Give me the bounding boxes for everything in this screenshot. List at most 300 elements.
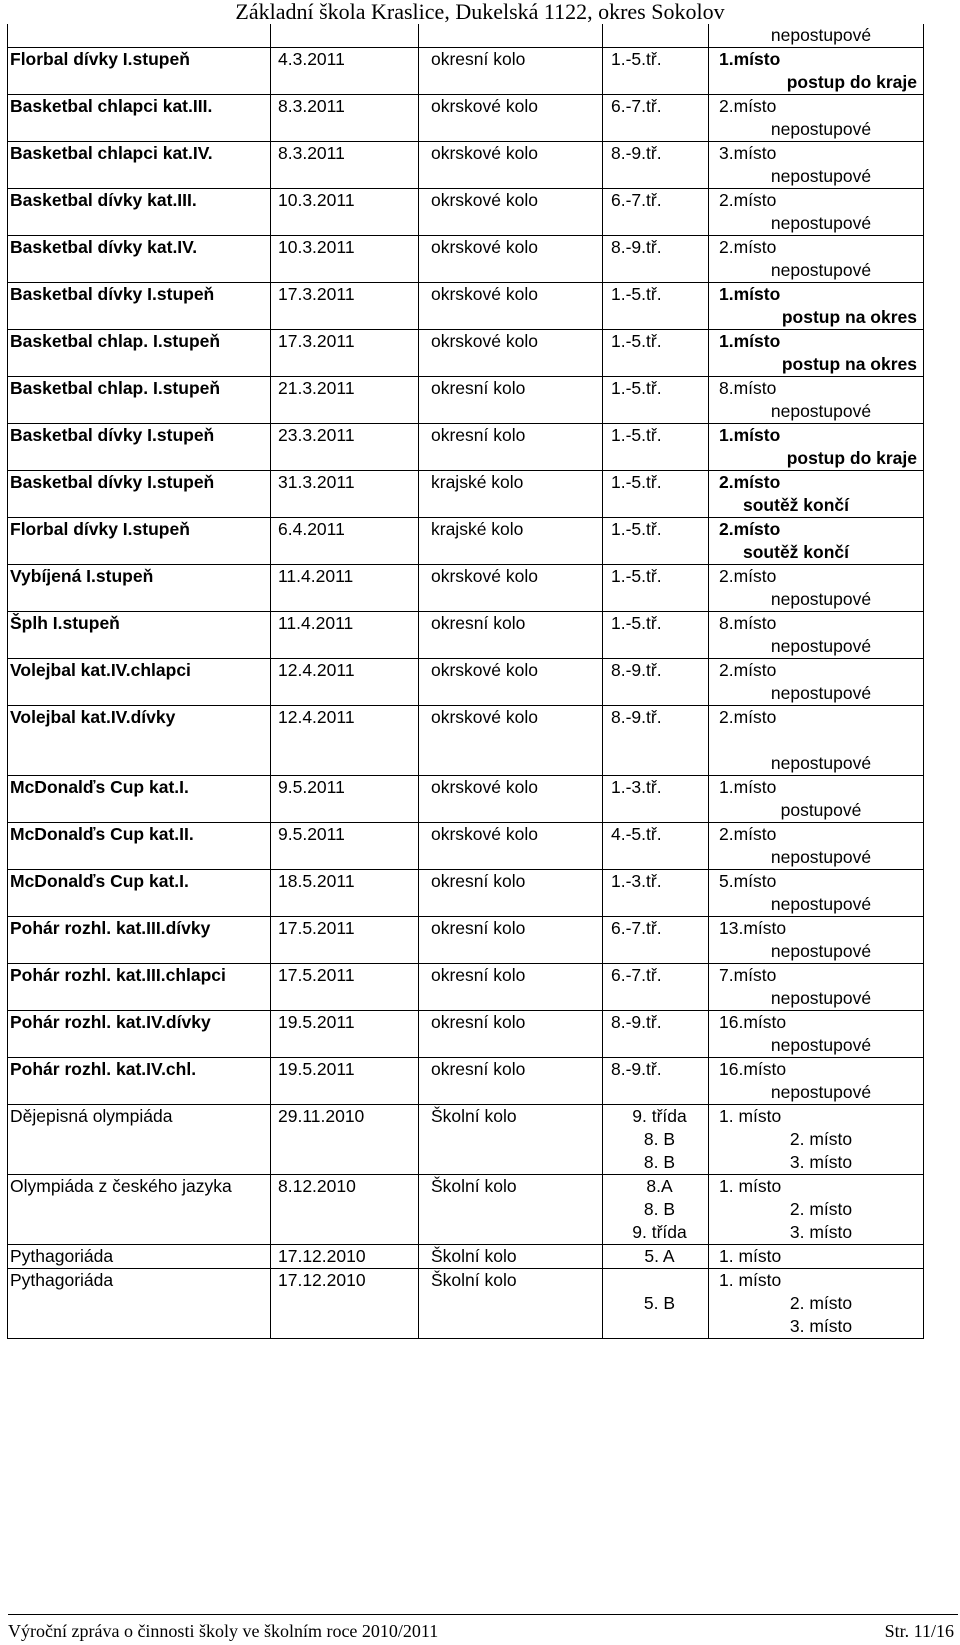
date-cell	[271, 823, 419, 870]
cell-line: 9.5.2011	[278, 824, 345, 844]
cell-line	[271, 1198, 418, 1221]
cell-line	[271, 1034, 418, 1057]
result-cell	[709, 706, 924, 776]
cell-line	[271, 259, 418, 282]
cell-line	[603, 588, 708, 611]
result-cell	[709, 1245, 924, 1269]
cell-line	[603, 799, 708, 822]
date-cell	[271, 659, 419, 706]
result-cell	[709, 330, 924, 377]
cell-line: 17.5.2011	[278, 918, 355, 938]
cell-line: okresní kolo	[431, 1059, 526, 1079]
cell-line: 6.-7.tř.	[611, 965, 662, 985]
cell-line: 8. B	[643, 1152, 676, 1172]
cell-line	[8, 24, 270, 47]
level-cell	[419, 1245, 603, 1269]
cell-line: Pohár rozhl. kat.IV.dívky	[10, 1012, 211, 1032]
cell-line: 2. místo	[789, 1293, 853, 1313]
cell-line: 1.-5.tř.	[611, 284, 662, 304]
level-cell	[419, 823, 603, 870]
cell-line	[419, 588, 602, 611]
level-cell	[419, 424, 603, 471]
date-cell	[271, 870, 419, 917]
cell-line	[271, 71, 418, 94]
cell-line: 13.místo	[719, 918, 787, 938]
cell-line: nepostupové	[770, 213, 872, 233]
cell-line: 1.místo	[719, 777, 777, 797]
result-cell	[709, 612, 924, 659]
cell-line	[8, 1128, 270, 1151]
cell-line: postup do kraje	[786, 448, 917, 468]
cell-line: 7.místo	[719, 965, 777, 985]
cell-line: nepostupové	[770, 683, 872, 703]
result-cell	[709, 659, 924, 706]
event-cell	[8, 1011, 271, 1058]
cell-line: 1.-5.tř.	[611, 331, 662, 351]
cell-line: Basketbal dívky I.stupeň	[10, 472, 215, 492]
date-cell	[271, 706, 419, 776]
grade-cell	[603, 1058, 709, 1105]
cell-line: 8.-9.tř.	[611, 1059, 662, 1079]
cell-line: 2.místo	[719, 190, 777, 210]
cell-line: 2.místo	[719, 660, 777, 680]
result-cell	[709, 424, 924, 471]
cell-line	[8, 494, 270, 517]
date-cell	[271, 424, 419, 471]
cell-line: okrskové kolo	[431, 660, 538, 680]
cell-line: nepostupové	[770, 589, 872, 609]
cell-line: 19.5.2011	[278, 1059, 355, 1079]
cell-line	[271, 893, 418, 916]
cell-line: postupové	[780, 800, 862, 820]
date-cell	[271, 377, 419, 424]
result-cell	[709, 95, 924, 142]
grade-cell	[603, 24, 709, 48]
cell-line	[271, 118, 418, 141]
cell-line	[271, 987, 418, 1010]
cell-line: 8. B	[643, 1129, 676, 1149]
page-header: Základní škola Kraslice, Dukelská 1122, okres Sokolov	[235, 0, 725, 24]
cell-line: okresní kolo	[431, 1012, 526, 1032]
cell-line	[419, 635, 602, 658]
level-cell	[419, 283, 603, 330]
result-cell	[709, 776, 924, 823]
grade-cell	[603, 1105, 709, 1175]
cell-line: 1.-5.tř.	[611, 49, 662, 69]
cell-line: 9. třída	[632, 1106, 687, 1126]
cell-line: okresní kolo	[431, 425, 526, 445]
event-cell	[8, 1105, 271, 1175]
cell-line: 3.místo	[719, 143, 777, 163]
cell-line: Dějepisná olympiáda	[10, 1106, 173, 1126]
cell-line: okresní kolo	[431, 378, 526, 398]
cell-line	[8, 165, 270, 188]
grade-cell	[603, 189, 709, 236]
cell-line	[709, 729, 923, 752]
cell-line: Olympiáda z českého jazyka	[10, 1176, 232, 1196]
result-cell	[709, 471, 924, 518]
cell-line	[8, 447, 270, 470]
cell-line	[271, 494, 418, 517]
table-row	[8, 48, 924, 95]
event-cell	[8, 870, 271, 917]
result-cell	[709, 1269, 924, 1339]
cell-line	[271, 1151, 418, 1174]
cell-line	[419, 71, 602, 94]
cell-line	[603, 400, 708, 423]
cell-line: okresní kolo	[431, 613, 526, 633]
date-cell	[271, 1245, 419, 1269]
level-cell	[419, 870, 603, 917]
grade-cell	[603, 1011, 709, 1058]
cell-line: okrskové kolo	[431, 331, 538, 351]
cell-line: 11.4.2011	[278, 566, 354, 586]
cell-line: nepostupové	[770, 25, 872, 45]
cell-line: 23.3.2011	[278, 425, 355, 445]
cell-line	[603, 71, 708, 94]
cell-line	[419, 940, 602, 963]
grade-cell	[603, 823, 709, 870]
level-cell	[419, 189, 603, 236]
level-cell	[419, 377, 603, 424]
result-cell	[709, 964, 924, 1011]
cell-line: 1. místo	[719, 1176, 782, 1196]
cell-line	[8, 1198, 270, 1221]
cell-line: 1.místo	[719, 331, 781, 351]
level-cell	[419, 1105, 603, 1175]
cell-line	[603, 494, 708, 517]
cell-line	[271, 1315, 418, 1338]
cell-line: Školní kolo	[431, 1270, 517, 1290]
cell-line: 18.5.2011	[278, 871, 355, 891]
cell-line	[8, 1292, 270, 1315]
cell-line: nepostupové	[770, 636, 872, 656]
level-cell	[419, 565, 603, 612]
cell-line: Školní kolo	[431, 1106, 517, 1126]
cell-line	[603, 541, 708, 564]
cell-line: 2.místo	[719, 566, 777, 586]
cell-line: 1. místo	[719, 1270, 782, 1290]
cell-line: 8. B	[643, 1199, 676, 1219]
cell-line: McDonalďs Cup kat.II.	[10, 824, 194, 844]
cell-line	[271, 752, 418, 775]
cell-line	[603, 893, 708, 916]
cell-line: 1.-5.tř.	[611, 566, 662, 586]
grade-cell	[603, 236, 709, 283]
cell-line: Pohár rozhl. kat.IV.chl.	[10, 1059, 197, 1079]
date-cell	[271, 471, 419, 518]
cell-line: 3. místo	[789, 1316, 853, 1336]
cell-line	[419, 306, 602, 329]
cell-line	[419, 1128, 602, 1151]
cell-line: 12.4.2011	[278, 660, 355, 680]
level-cell	[419, 1058, 603, 1105]
level-cell	[419, 964, 603, 1011]
grade-cell	[603, 142, 709, 189]
cell-line	[419, 846, 602, 869]
grade-cell	[603, 776, 709, 823]
cell-line: 16.místo	[719, 1012, 787, 1032]
cell-line: 2.místo	[719, 707, 777, 727]
level-cell	[419, 1269, 603, 1339]
cell-line	[419, 1292, 602, 1315]
cell-line	[8, 400, 270, 423]
level-cell	[419, 612, 603, 659]
cell-line: nepostupové	[770, 847, 872, 867]
date-cell	[271, 1011, 419, 1058]
cell-line	[603, 846, 708, 869]
cell-line: Basketbal dívky I.stupeň	[10, 284, 215, 304]
cell-line	[8, 799, 270, 822]
event-cell	[8, 95, 271, 142]
cell-line: postup na okres	[781, 354, 917, 374]
grade-cell	[603, 1245, 709, 1269]
cell-line: okrskové kolo	[431, 824, 538, 844]
cell-line	[419, 1198, 602, 1221]
cell-line	[271, 799, 418, 822]
cell-line: krajské kolo	[431, 472, 524, 492]
cell-line: 6.4.2011	[278, 519, 345, 539]
cell-line: 8.-9.tř.	[611, 143, 662, 163]
cell-line: nepostupové	[770, 166, 872, 186]
cell-line: okrskové kolo	[431, 143, 538, 163]
cell-line: 2.místo	[719, 96, 777, 116]
result-cell	[709, 236, 924, 283]
level-cell	[419, 659, 603, 706]
cell-line	[419, 1081, 602, 1104]
cell-line: Basketbal chlapci kat.III.	[10, 96, 213, 116]
cell-line	[8, 846, 270, 869]
cell-line: soutěž končí	[743, 542, 849, 562]
grade-cell	[603, 48, 709, 95]
date-cell	[271, 95, 419, 142]
cell-line: okresní kolo	[431, 918, 526, 938]
grade-cell	[603, 964, 709, 1011]
cell-line	[603, 259, 708, 282]
cell-line: 6.-7.tř.	[611, 96, 662, 116]
table-row	[8, 236, 924, 283]
cell-line	[603, 987, 708, 1010]
cell-line	[271, 541, 418, 564]
cell-line	[419, 729, 602, 752]
cell-line: nepostupové	[770, 988, 872, 1008]
cell-line: 16.místo	[719, 1059, 787, 1079]
grade-cell	[603, 659, 709, 706]
cell-line	[271, 212, 418, 235]
cell-line: 19.5.2011	[278, 1012, 355, 1032]
cell-line	[8, 893, 270, 916]
result-cell	[709, 24, 924, 48]
cell-line: okrskové kolo	[431, 190, 538, 210]
cell-line: 8.-9.tř.	[611, 1012, 662, 1032]
cell-line: 2. místo	[789, 1129, 853, 1149]
cell-line	[419, 799, 602, 822]
date-cell	[271, 48, 419, 95]
cell-line	[419, 24, 602, 47]
cell-line	[271, 635, 418, 658]
event-cell	[8, 776, 271, 823]
cell-line: 1.-3.tř.	[611, 871, 662, 891]
cell-line: 10.3.2011	[278, 190, 355, 210]
cell-line: 8.3.2011	[278, 143, 345, 163]
cell-line: Florbal dívky I.stupeň	[10, 49, 190, 69]
cell-line: 1.místo	[719, 49, 781, 69]
level-cell	[419, 95, 603, 142]
cell-line: 3. místo	[789, 1222, 853, 1242]
cell-line: 8.-9.tř.	[611, 237, 662, 257]
level-cell	[419, 24, 603, 48]
cell-line: 17.3.2011	[278, 331, 355, 351]
event-cell	[8, 1269, 271, 1339]
cell-line	[419, 494, 602, 517]
cell-line: 1.-5.tř.	[611, 472, 662, 492]
cell-line: 29.11.2010	[278, 1106, 365, 1126]
cell-line: 3. místo	[789, 1152, 853, 1172]
cell-line: nepostupové	[770, 941, 872, 961]
date-cell	[271, 142, 419, 189]
cell-line: 11.4.2011	[278, 613, 354, 633]
cell-line	[603, 752, 708, 775]
cell-line: 4.3.2011	[278, 49, 345, 69]
table-row	[8, 283, 924, 330]
table-row	[8, 1269, 924, 1339]
level-cell	[419, 142, 603, 189]
cell-line: 17.12.2010	[278, 1246, 366, 1266]
date-cell	[271, 612, 419, 659]
cell-line: Basketbal chlap. I.stupeň	[10, 378, 221, 398]
cell-line: 1. místo	[719, 1246, 782, 1266]
table-row	[8, 870, 924, 917]
cell-line	[603, 682, 708, 705]
cell-line: 8.-9.tř.	[611, 660, 662, 680]
cell-line: 1. místo	[719, 1106, 782, 1126]
date-cell	[271, 189, 419, 236]
cell-line: 8.A	[646, 1176, 673, 1196]
cell-line	[603, 1081, 708, 1104]
level-cell	[419, 1175, 603, 1245]
cell-line	[271, 729, 418, 752]
cell-line	[8, 729, 270, 752]
cell-line: 8.místo	[719, 613, 777, 633]
cell-line: postup do kraje	[786, 72, 917, 92]
grade-cell	[603, 377, 709, 424]
cell-line: 2.místo	[719, 472, 781, 492]
result-cell	[709, 565, 924, 612]
grade-cell	[603, 283, 709, 330]
cell-line	[271, 353, 418, 376]
event-cell	[8, 823, 271, 870]
table-row	[8, 1105, 924, 1175]
cell-line	[419, 541, 602, 564]
cell-line: Školní kolo	[431, 1246, 517, 1266]
cell-line	[419, 353, 602, 376]
cell-line: Pohár rozhl. kat.III.dívky	[10, 918, 211, 938]
event-cell	[8, 917, 271, 964]
cell-line: 1.-5.tř.	[611, 425, 662, 445]
date-cell	[271, 964, 419, 1011]
event-cell	[8, 424, 271, 471]
cell-line: 10.3.2011	[278, 237, 355, 257]
cell-line	[419, 1151, 602, 1174]
date-cell	[271, 1105, 419, 1175]
date-cell	[271, 565, 419, 612]
grade-cell	[603, 471, 709, 518]
cell-line: Basketbal dívky kat.IV.	[10, 237, 198, 257]
cell-line	[419, 987, 602, 1010]
cell-line: okrskové kolo	[431, 237, 538, 257]
cell-line	[603, 447, 708, 470]
table-row	[8, 823, 924, 870]
cell-line	[603, 635, 708, 658]
cell-line: okrskové kolo	[431, 566, 538, 586]
cell-line: 5.místo	[719, 871, 777, 891]
result-cell	[709, 518, 924, 565]
cell-line	[271, 1292, 418, 1315]
cell-line: okresní kolo	[431, 49, 526, 69]
cell-line: 31.3.2011	[278, 472, 355, 492]
cell-line	[271, 1128, 418, 1151]
cell-line: McDonalďs Cup kat.I.	[10, 871, 189, 891]
grade-cell	[603, 565, 709, 612]
result-cell	[709, 142, 924, 189]
cell-line	[271, 588, 418, 611]
cell-line	[419, 893, 602, 916]
cell-line: 21.3.2011	[278, 378, 355, 398]
cell-line: 2.místo	[719, 519, 781, 539]
cell-line	[271, 1081, 418, 1104]
level-cell	[419, 236, 603, 283]
cell-line	[603, 1315, 708, 1338]
table-row	[8, 565, 924, 612]
cell-line	[603, 353, 708, 376]
cell-line	[271, 846, 418, 869]
cell-line: soutěž končí	[743, 495, 849, 515]
table-row	[8, 424, 924, 471]
cell-line: krajské kolo	[431, 519, 524, 539]
cell-line: 8.místo	[719, 378, 777, 398]
footer-report-title: Výroční zpráva o činnosti školy ve školním roce 2010/2011	[8, 1621, 439, 1641]
table-row	[8, 377, 924, 424]
cell-line	[419, 1315, 602, 1338]
table-row	[8, 189, 924, 236]
event-cell	[8, 1175, 271, 1245]
result-cell	[709, 1175, 924, 1245]
result-cell	[709, 1105, 924, 1175]
event-cell	[8, 565, 271, 612]
grade-cell	[603, 330, 709, 377]
date-cell	[271, 776, 419, 823]
result-cell	[709, 870, 924, 917]
cell-line	[271, 682, 418, 705]
cell-line	[603, 940, 708, 963]
date-cell	[271, 236, 419, 283]
cell-line	[603, 306, 708, 329]
cell-line	[8, 118, 270, 141]
cell-line	[8, 212, 270, 235]
table-row	[8, 1011, 924, 1058]
cell-line	[8, 1151, 270, 1174]
event-cell	[8, 706, 271, 776]
cell-line: 6.-7.tř.	[611, 190, 662, 210]
cell-line	[419, 752, 602, 775]
cell-line: Pythagoriáda	[10, 1246, 114, 1266]
cell-line	[8, 259, 270, 282]
table-row	[8, 659, 924, 706]
grade-cell	[603, 424, 709, 471]
result-cell	[709, 189, 924, 236]
result-cell	[709, 48, 924, 95]
event-cell	[8, 236, 271, 283]
